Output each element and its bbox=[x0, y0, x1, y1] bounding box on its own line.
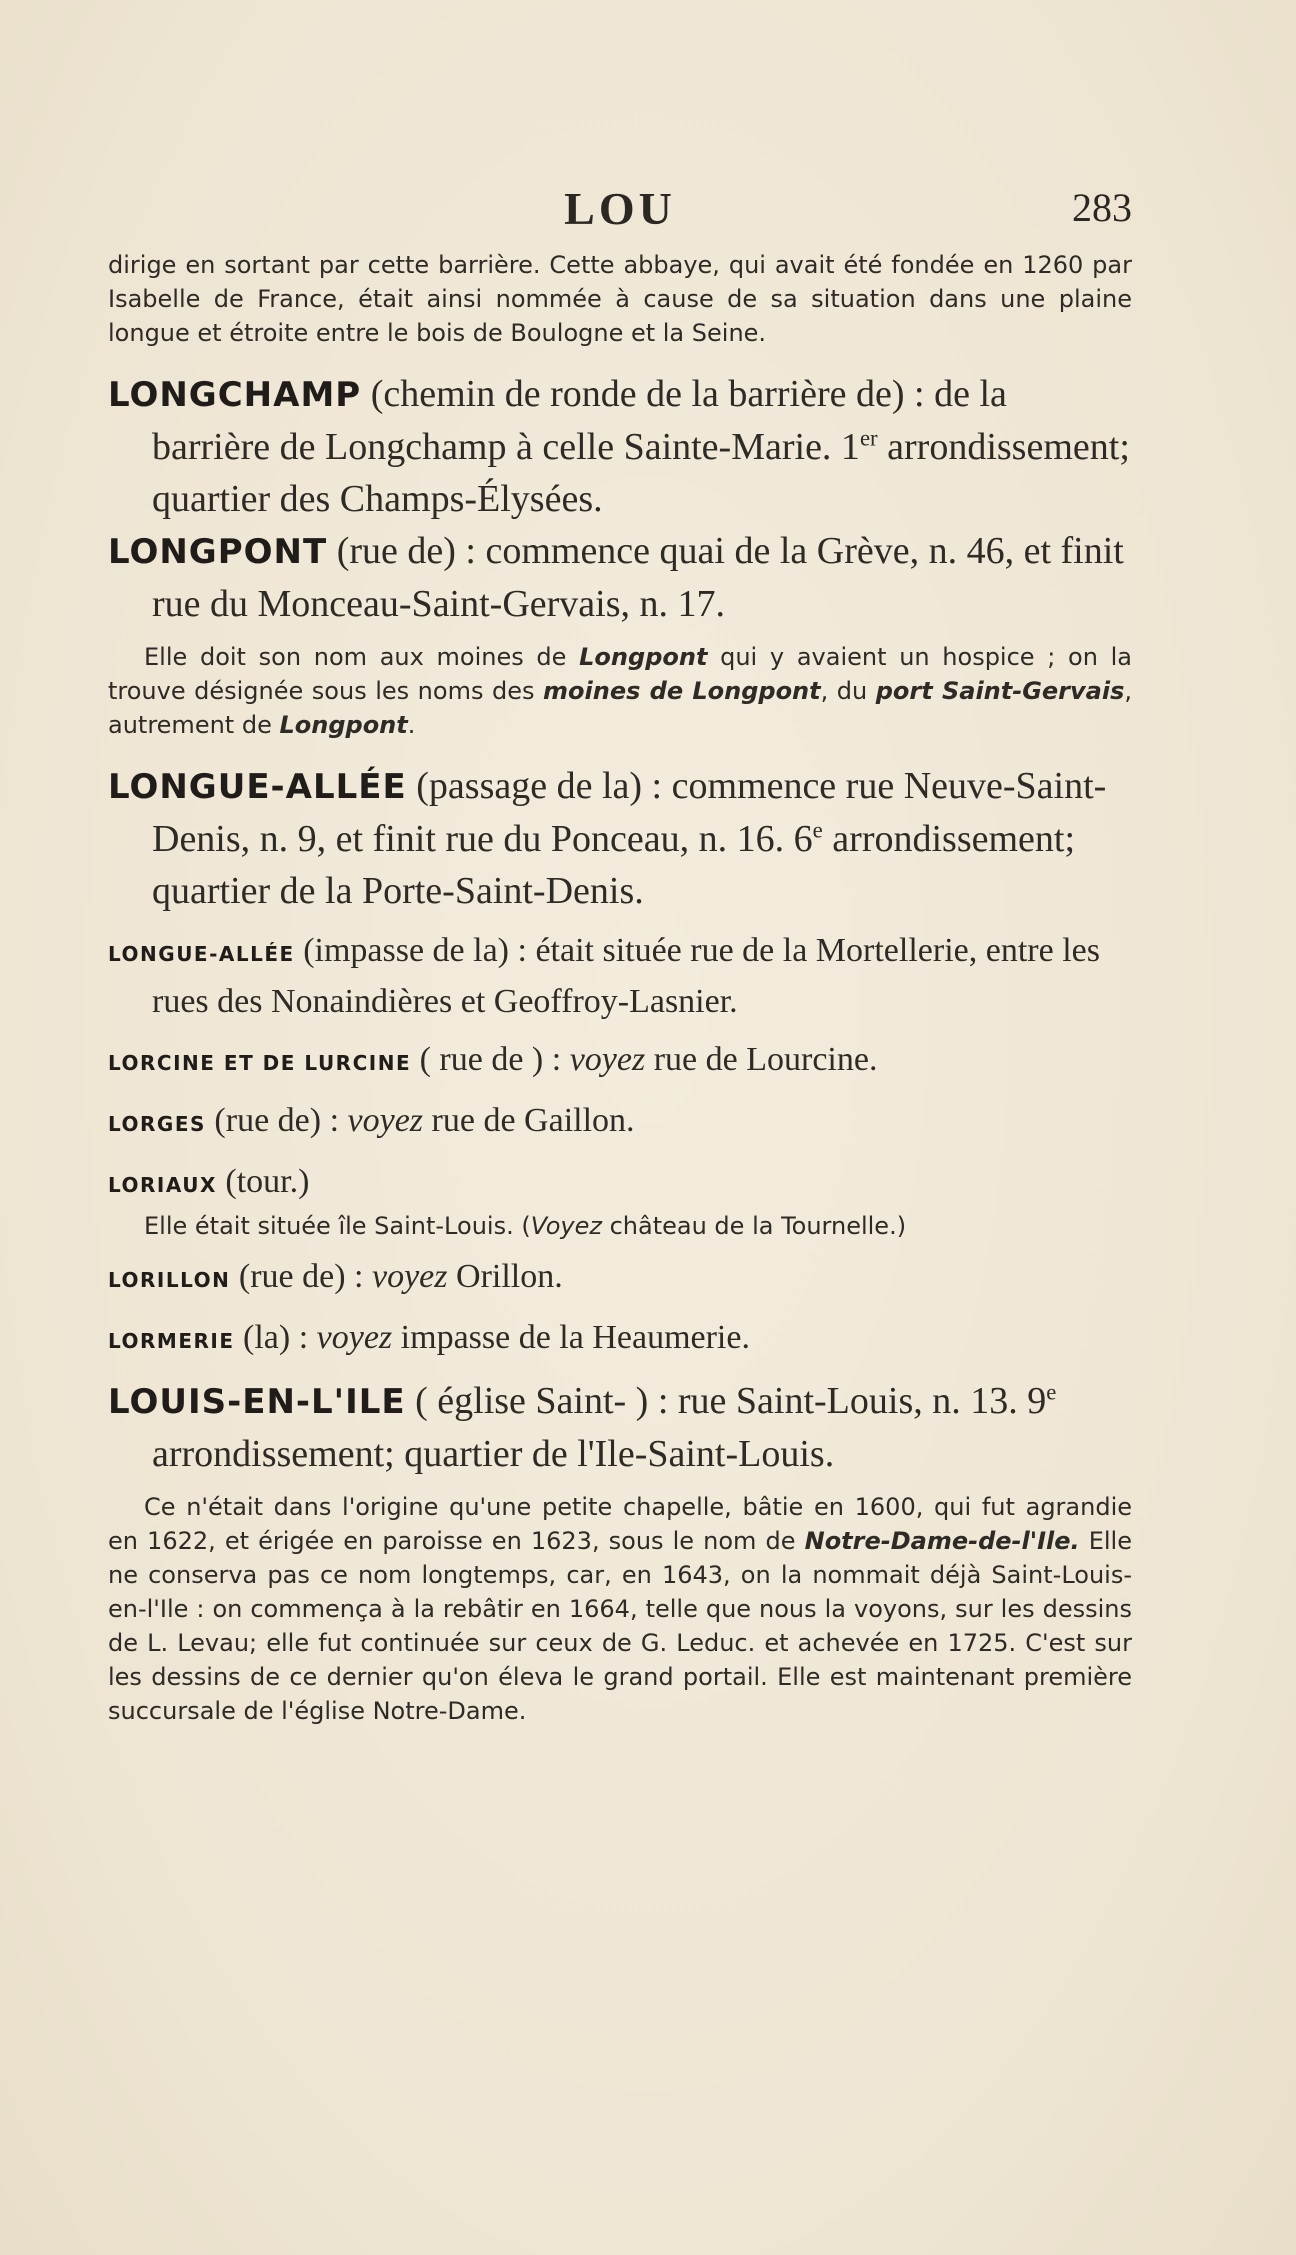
entry-headword: LONGCHAMP bbox=[108, 375, 362, 415]
entry-lorcine bbox=[108, 1036, 1132, 1087]
entry-longpont bbox=[108, 525, 1132, 630]
intro-paragraph: dirige en sortant par cette barrière. Cette abbaye, qui avait été fondée en 1260 par Isabelle de France, était ainsi nommée à cause de sa situation dans une plaine longue et étroite entre le bois de Boulogne et la Seine. bbox=[108, 251, 1132, 347]
page-body bbox=[108, 248, 1132, 1728]
entry-longue-allee-impasse bbox=[108, 927, 1132, 1026]
note-italic: port Saint-Gervais bbox=[875, 677, 1125, 705]
ordinal-suffix: e bbox=[812, 817, 823, 843]
entry-lorillon bbox=[108, 1253, 1132, 1304]
voyez-italic: voyez bbox=[316, 1319, 393, 1356]
entry-text: (passage de la) : commence rue Neuve-Saint-Denis, n. 9, et finit rue du Ponceau, n. 16. 6 bbox=[152, 765, 1107, 860]
entry-text: ( rue de ) : bbox=[411, 1041, 570, 1078]
note-text: Elle doit son nom aux moines de bbox=[144, 643, 580, 671]
note-text: . bbox=[407, 711, 416, 739]
entry-text: arrondissement; quartier des Champs-Élysées. bbox=[152, 426, 1130, 520]
entry-lormerie bbox=[108, 1314, 1132, 1365]
entry-longue-allee-passage bbox=[108, 760, 1132, 917]
entry-text: rue de Lourcine. bbox=[645, 1041, 878, 1078]
running-head: LOU bbox=[564, 183, 676, 234]
entry-headword: LONGUE-ALLÉE bbox=[108, 767, 407, 807]
entry-headword: LORILLON bbox=[108, 1268, 231, 1292]
entry-text: impasse de la Heaumerie. bbox=[392, 1319, 750, 1356]
entry-text: (rue de) : bbox=[230, 1258, 372, 1295]
note-italic: Longpont bbox=[579, 643, 708, 671]
entry-note-longpont bbox=[108, 640, 1132, 742]
note-italic: Voyez bbox=[530, 1212, 602, 1240]
note-text: qui y avaient un hospice ; on la trouve désignée sous les noms des bbox=[108, 643, 1133, 705]
entry-note-loriaux bbox=[108, 1209, 1132, 1243]
entry-lorges bbox=[108, 1097, 1132, 1148]
entry-louis-en-l-ile bbox=[108, 1375, 1132, 1480]
ordinal-suffix: e bbox=[1046, 1379, 1057, 1405]
entry-note-louis-en-l-ile bbox=[108, 1490, 1132, 1728]
entry-text: (chemin de ronde de la barrière de) : de la barrière de Longchamp à celle Sainte-Marie. 1 bbox=[152, 373, 1007, 468]
note-text: château de la Tournelle.) bbox=[601, 1212, 907, 1240]
voyez-italic: voyez bbox=[569, 1041, 646, 1078]
note-text: , autrement de bbox=[108, 677, 1133, 739]
entry-text: arrondissement; quartier de la Porte-Saint-Denis. bbox=[152, 818, 1076, 912]
note-text: Elle était située île Saint-Louis. ( bbox=[144, 1212, 531, 1240]
note-italic: Notre-Dame-de-l'Ile. bbox=[804, 1527, 1080, 1555]
entry-loriaux bbox=[108, 1158, 1132, 1209]
entry-headword: LOUIS-EN-L'ILE bbox=[108, 1382, 406, 1422]
ordinal-suffix: er bbox=[859, 425, 878, 451]
note-text: Elle ne conserva pas ce nom longtemps, car, en 1643, on la nommait déjà Saint-Louis-en-l'Ile : on commença à la rebâtir en 1664, telle que nous la voyons, sur les dessins de L. Levau; elle fut continuée sur ceux de G. Leduc. et achevée en 1725. C'est sur les dessins de ce dernier qu'on éleva le grand portail. Elle est maintenant première succursale de l'église Notre-Dame. bbox=[108, 1527, 1132, 1725]
entry-headword: LORCINE ET DE LURCINE bbox=[108, 1051, 412, 1075]
entry-headword: LORMERIE bbox=[108, 1329, 235, 1353]
entry-headword: LORIAUX bbox=[108, 1173, 217, 1197]
entry-text: (rue de) : bbox=[205, 1102, 348, 1139]
entry-text: (impasse de la) : était située rue de la Mortellerie, entre les rues des Nonaindières et Geoffroy-Lasnier. bbox=[152, 932, 1100, 1020]
entry-text: (la) : bbox=[234, 1319, 317, 1356]
note-text: Ce n'était dans l'origine qu'une petite chapelle, bâtie en 1600, qui fut agrandie en 1622, et érigée en paroisse en 1623, sous le nom de bbox=[108, 1493, 1132, 1555]
entry-text: (rue de) : commence quai de la Grève, n. 46, et finit rue du Monceau-Saint-Gervais, n. 17. bbox=[152, 530, 1124, 625]
page-header bbox=[108, 178, 1132, 238]
entry-text: arrondissement; quartier de l'Ile-Saint-Louis. bbox=[152, 1433, 835, 1475]
entry-longchamp bbox=[108, 368, 1132, 525]
entry-headword: LONGPONT bbox=[108, 532, 328, 572]
note-italic: moines de Longpont bbox=[543, 677, 821, 705]
entry-headword: LONGUE-ALLÉE bbox=[108, 942, 295, 966]
page-number: 283 bbox=[1072, 185, 1132, 230]
entry-headword: LORGES bbox=[108, 1112, 206, 1136]
note-text: , du bbox=[820, 677, 876, 705]
voyez-italic: voyez bbox=[347, 1102, 424, 1139]
voyez-italic: voyez bbox=[372, 1258, 448, 1295]
entry-text: Orillon. bbox=[447, 1258, 563, 1295]
entry-text: rue de Gaillon. bbox=[423, 1102, 635, 1139]
entry-text: ( église Saint- ) : rue Saint-Louis, n. 13. 9 bbox=[405, 1380, 1047, 1422]
note-italic: Longpont bbox=[279, 711, 408, 739]
entry-text: (tour.) bbox=[216, 1163, 310, 1200]
